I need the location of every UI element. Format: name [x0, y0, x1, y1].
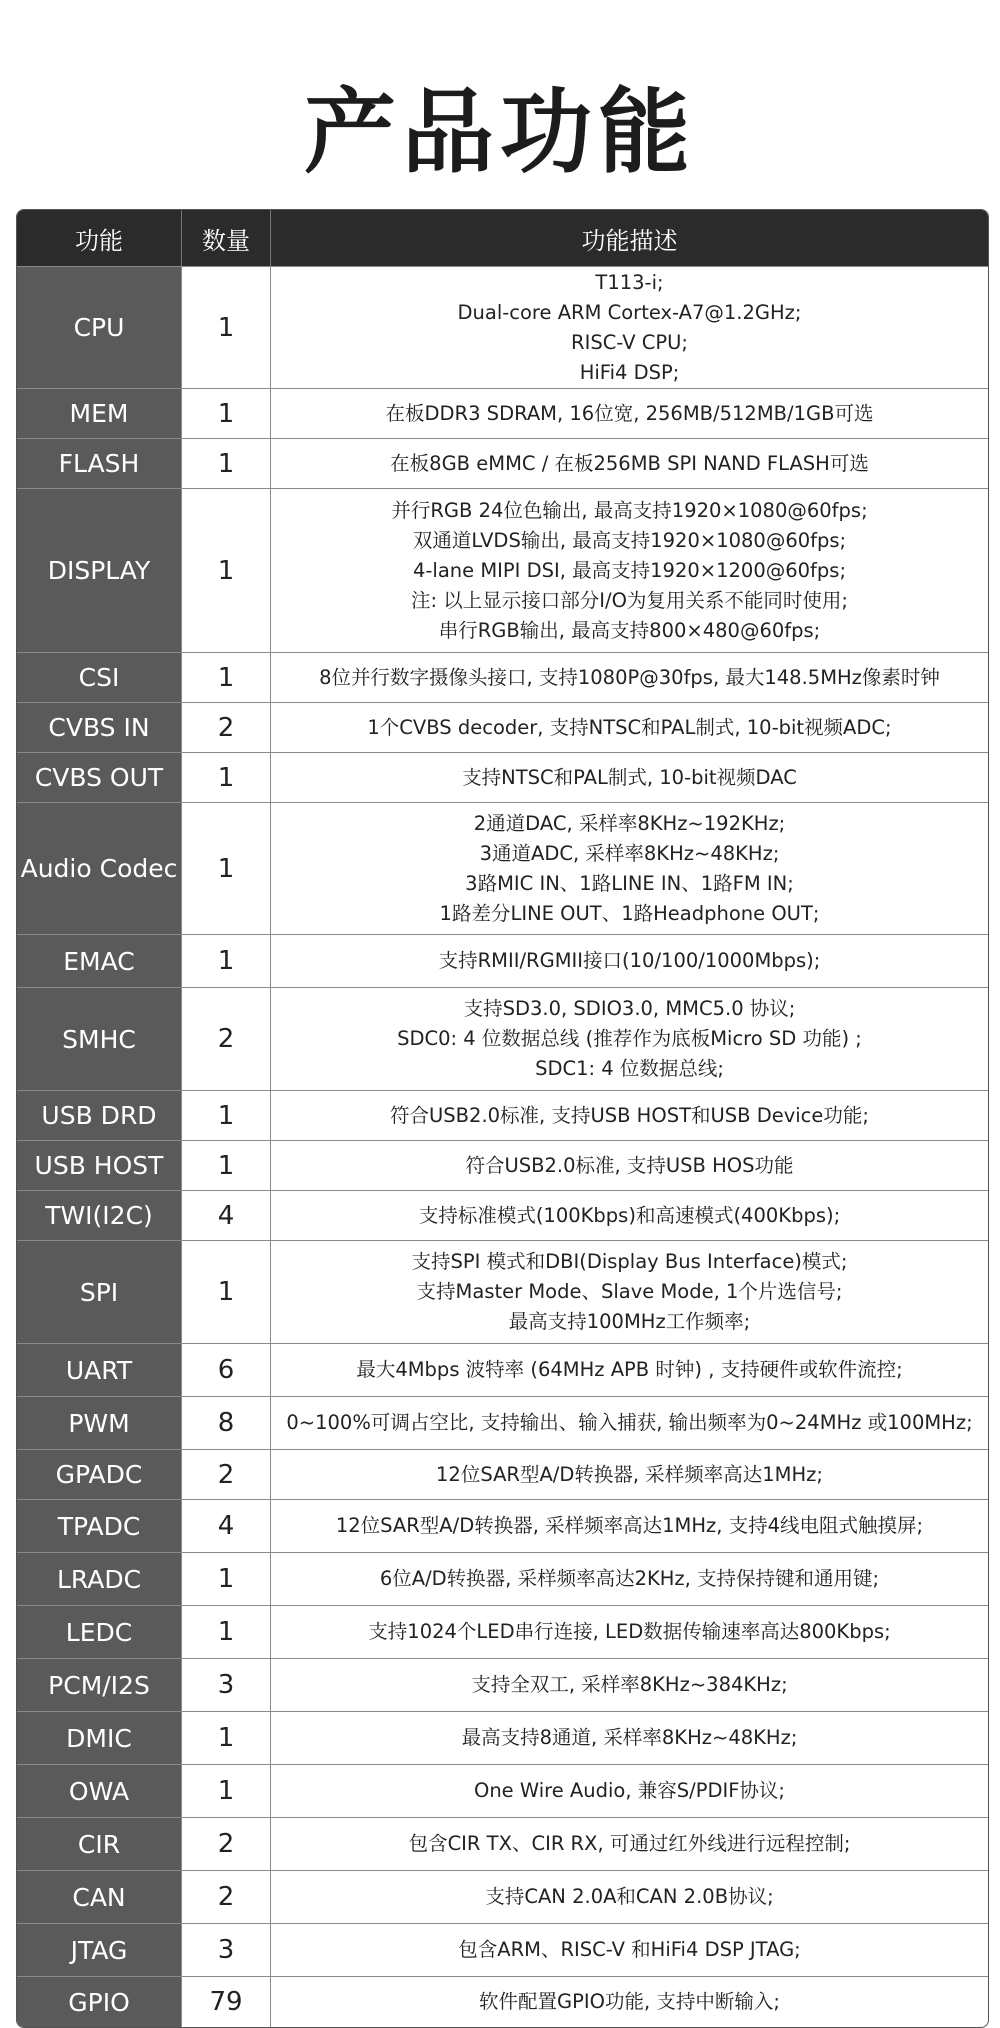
quantity-cell: 1: [182, 753, 271, 802]
description-line: 支持标准模式(100Kbps)和高速模式(400Kbps);: [418, 1203, 841, 1227]
quantity-cell: 4: [182, 1191, 271, 1240]
description-line: 最高支持8通道, 采样率8KHz~48KHz;: [461, 1726, 798, 1749]
table-row: [17, 1343, 988, 1396]
header-description: 功能描述: [581, 226, 678, 255]
table-row: [17, 488, 988, 652]
function-name-cell: LEDC: [17, 1606, 182, 1658]
quantity-cell: 1: [182, 653, 271, 702]
description-line: RISC-V CPU;: [571, 330, 688, 354]
description-line: 12位SAR型A/D转换器, 采样频率高达1MHz, 支持4线电阻式触摸屏;: [335, 1514, 924, 1537]
table-row: [17, 1976, 988, 2027]
function-name-cell: TWI(I2C): [17, 1191, 182, 1240]
function-name-cell: GPIO: [17, 1977, 182, 2027]
description-line: 双通道LVDS输出, 最高支持1920×1080@60fps;: [412, 528, 847, 552]
description-line: 3路MIC IN、1路LINE IN、1路FM IN;: [465, 871, 794, 895]
description-cell: [271, 1553, 988, 1605]
description-line: One Wire Audio, 兼容S/PDIF协议;: [473, 1779, 786, 1802]
quantity-cell: 2: [182, 1871, 271, 1923]
description-line: 在板DDR3 SDRAM, 16位宽, 256MB/512MB/1GB可选: [385, 401, 874, 425]
description-cell: [271, 703, 988, 752]
description-cell: [271, 803, 988, 934]
quantity-cell: 1: [182, 935, 271, 987]
table-row: [17, 1552, 988, 1605]
quantity-cell: 1: [182, 1241, 271, 1343]
description-line: 注: 以上显示接口部分I/O为复用关系不能同时使用;: [410, 588, 848, 612]
table-header: [17, 210, 988, 266]
quantity-cell: 1: [182, 1765, 271, 1817]
quantity-cell: 3: [182, 1924, 271, 1976]
description-cell: [271, 489, 988, 652]
description-line: T113-i;: [595, 270, 664, 294]
description-line: 支持Master Mode、Slave Mode, 1个片选信号;: [416, 1280, 843, 1303]
table-row: [17, 1870, 988, 1923]
description-cell: [271, 1924, 988, 1976]
description-line: 1个CVBS decoder, 支持NTSC和PAL制式, 10-bit视频ADC;: [367, 715, 892, 739]
quantity-cell: 1: [182, 803, 271, 934]
table-row: [17, 752, 988, 802]
quantity-cell: 79: [182, 1977, 271, 2027]
description-line: 支持1024个LED串行连接, LED数据传输速率高达800Kbps;: [368, 1620, 891, 1643]
table-row: [17, 1923, 988, 1976]
quantity-cell: 1: [182, 1091, 271, 1140]
function-name-cell: EMAC: [17, 935, 182, 987]
quantity-cell: 1: [182, 1606, 271, 1658]
table-row: [17, 1817, 988, 1870]
description-line: 支持SPI 模式和DBI(Display Bus Interface)模式;: [411, 1250, 848, 1273]
quantity-cell: 8: [182, 1397, 271, 1449]
description-line: 2通道DAC, 采样率8KHz~192KHz;: [473, 811, 786, 835]
table-row: [17, 1240, 988, 1343]
quantity-cell: 1: [182, 389, 271, 438]
table-row: [17, 1499, 988, 1552]
quantity-cell: 1: [182, 1712, 271, 1764]
function-name-cell: CPU: [17, 267, 182, 388]
table-row: [17, 1658, 988, 1711]
function-name-cell: DMIC: [17, 1712, 182, 1764]
description-cell: [271, 1712, 988, 1764]
quantity-cell: 1: [182, 1141, 271, 1190]
table-row: [17, 1140, 988, 1190]
function-name-cell: UART: [17, 1344, 182, 1396]
description-cell: [271, 653, 988, 702]
quantity-cell: 2: [182, 1450, 271, 1499]
description-line: 6位A/D转换器, 采样频率高达2KHz, 支持保持键和通用键;: [379, 1567, 880, 1590]
table-row: [17, 266, 988, 388]
description-line: 8位并行数字摄像头接口, 支持1080P@30fps, 最大148.5MHz像素时钟: [319, 665, 940, 689]
table-row: [17, 652, 988, 702]
description-line: 12位SAR型A/D转换器, 采样频率高达1MHz;: [436, 1462, 823, 1486]
description-cell: [271, 1871, 988, 1923]
description-line: 符合USB2.0标准, 支持USB HOS功能: [465, 1153, 794, 1177]
quantity-cell: 1: [182, 267, 271, 388]
table-row: [17, 1711, 988, 1764]
function-name-cell: DISPLAY: [17, 489, 182, 652]
description-line: 0~100%可调占空比, 支持输出、输入捕获, 输出频率为0~24MHz 或100MHz;: [286, 1411, 973, 1434]
function-name-cell: CVBS IN: [17, 703, 182, 752]
description-cell: [271, 1500, 988, 1552]
description-line: 包含ARM、RISC-V 和HiFi4 DSP JTAG;: [458, 1938, 801, 1961]
description-cell: [271, 1397, 988, 1449]
description-line: HiFi4 DSP;: [579, 360, 680, 384]
table-row: [17, 1764, 988, 1817]
function-name-cell: SMHC: [17, 988, 182, 1090]
header-function: 功能: [17, 210, 182, 266]
description-cell: [271, 935, 988, 987]
description-line: 并行RGB 24位色输出, 最高支持1920×1080@60fps;: [391, 498, 868, 522]
quantity-cell: 3: [182, 1659, 271, 1711]
table-row: [17, 1190, 988, 1240]
description-cell: [271, 389, 988, 438]
table-row: [17, 1090, 988, 1140]
description-line: 支持RMII/RGMII接口(10/100/1000Mbps);: [438, 949, 821, 972]
table-row: [17, 702, 988, 752]
quantity-cell: 1: [182, 489, 271, 652]
table-row: [17, 934, 988, 987]
header-quantity: 数量: [182, 210, 271, 266]
quantity-cell: 6: [182, 1344, 271, 1396]
table-body: [17, 266, 988, 2027]
description-line: Dual-core ARM Cortex-A7@1.2GHz;: [457, 300, 802, 324]
quantity-cell: 2: [182, 703, 271, 752]
function-name-cell: LRADC: [17, 1553, 182, 1605]
function-name-cell: CVBS OUT: [17, 753, 182, 802]
function-name-cell: JTAG: [17, 1924, 182, 1976]
function-name-cell: USB DRD: [17, 1091, 182, 1140]
table-row: [17, 1449, 988, 1499]
function-name-cell: TPADC: [17, 1500, 182, 1552]
description-line: 支持全双工, 采样率8KHz~384KHz;: [471, 1673, 788, 1696]
description-cell: [271, 1818, 988, 1870]
table-row: [17, 388, 988, 438]
function-name-cell: FLASH: [17, 439, 182, 488]
description-cell: [271, 1344, 988, 1396]
description-cell: [271, 1191, 988, 1240]
quantity-cell: 2: [182, 988, 271, 1090]
table-row: [17, 1396, 988, 1449]
function-name-cell: CSI: [17, 653, 182, 702]
description-cell: [271, 1977, 988, 2027]
description-cell: [271, 1765, 988, 1817]
table-row: [17, 438, 988, 488]
function-name-cell: CAN: [17, 1871, 182, 1923]
table-row: [17, 987, 988, 1090]
description-line: 软件配置GPIO功能, 支持中断输入;: [479, 1990, 780, 2013]
function-name-cell: Audio Codec: [17, 803, 182, 934]
table-row: [17, 1605, 988, 1658]
quantity-cell: 1: [182, 1553, 271, 1605]
description-cell: [271, 439, 988, 488]
function-name-cell: GPADC: [17, 1450, 182, 1499]
description-line: 串行RGB输出, 最高支持800×480@60fps;: [438, 618, 821, 642]
function-name-cell: PCM/I2S: [17, 1659, 182, 1711]
table-row: [17, 802, 988, 934]
description-line: SDC1: 4 位数据总线;: [535, 1057, 724, 1080]
function-name-cell: USB HOST: [17, 1141, 182, 1190]
quantity-cell: 1: [182, 439, 271, 488]
function-name-cell: OWA: [17, 1765, 182, 1817]
function-name-cell: MEM: [17, 389, 182, 438]
description-cell: [271, 267, 988, 388]
function-name-cell: PWM: [17, 1397, 182, 1449]
quantity-cell: 4: [182, 1500, 271, 1552]
description-cell: [271, 1141, 988, 1190]
description-line: 最高支持100MHz工作频率;: [508, 1310, 751, 1333]
description-line: 4-lane MIPI DSI, 最高支持1920×1200@60fps;: [412, 558, 847, 582]
description-line: 支持SD3.0, SDIO3.0, MMC5.0 协议;: [463, 997, 796, 1020]
quantity-cell: 2: [182, 1818, 271, 1870]
description-line: SDC0: 4 位数据总线 (推荐作为底板Micro SD 功能) ;: [397, 1027, 862, 1050]
description-cell: [271, 1606, 988, 1658]
description-cell: [271, 1659, 988, 1711]
description-cell: [271, 1241, 988, 1343]
feature-table: [16, 209, 989, 2028]
description-line: 符合USB2.0标准, 支持USB HOST和USB Device功能;: [390, 1103, 869, 1127]
description-line: 在板8GB eMMC / 在板256MB SPI NAND FLASH可选: [390, 451, 869, 475]
description-cell: [271, 988, 988, 1090]
function-name-cell: CIR: [17, 1818, 182, 1870]
description-cell: [271, 1091, 988, 1140]
description-line: 支持NTSC和PAL制式, 10-bit视频DAC: [462, 765, 797, 789]
description-line: 包含CIR TX、CIR RX, 可通过红外线进行远程控制;: [408, 1832, 851, 1855]
page-title: 产品功能: [303, 79, 696, 186]
description-line: 最大4Mbps 波特率 (64MHz APB 时钟) , 支持硬件或软件流控;: [356, 1358, 903, 1381]
function-name-cell: SPI: [17, 1241, 182, 1343]
description-cell: [271, 753, 988, 802]
description-line: 支持CAN 2.0A和CAN 2.0B协议;: [485, 1885, 774, 1908]
description-cell: [271, 1450, 988, 1499]
description-line: 1路差分LINE OUT、1路Headphone OUT;: [439, 901, 820, 925]
description-line: 3通道ADC, 采样率8KHz~48KHz;: [479, 841, 780, 865]
